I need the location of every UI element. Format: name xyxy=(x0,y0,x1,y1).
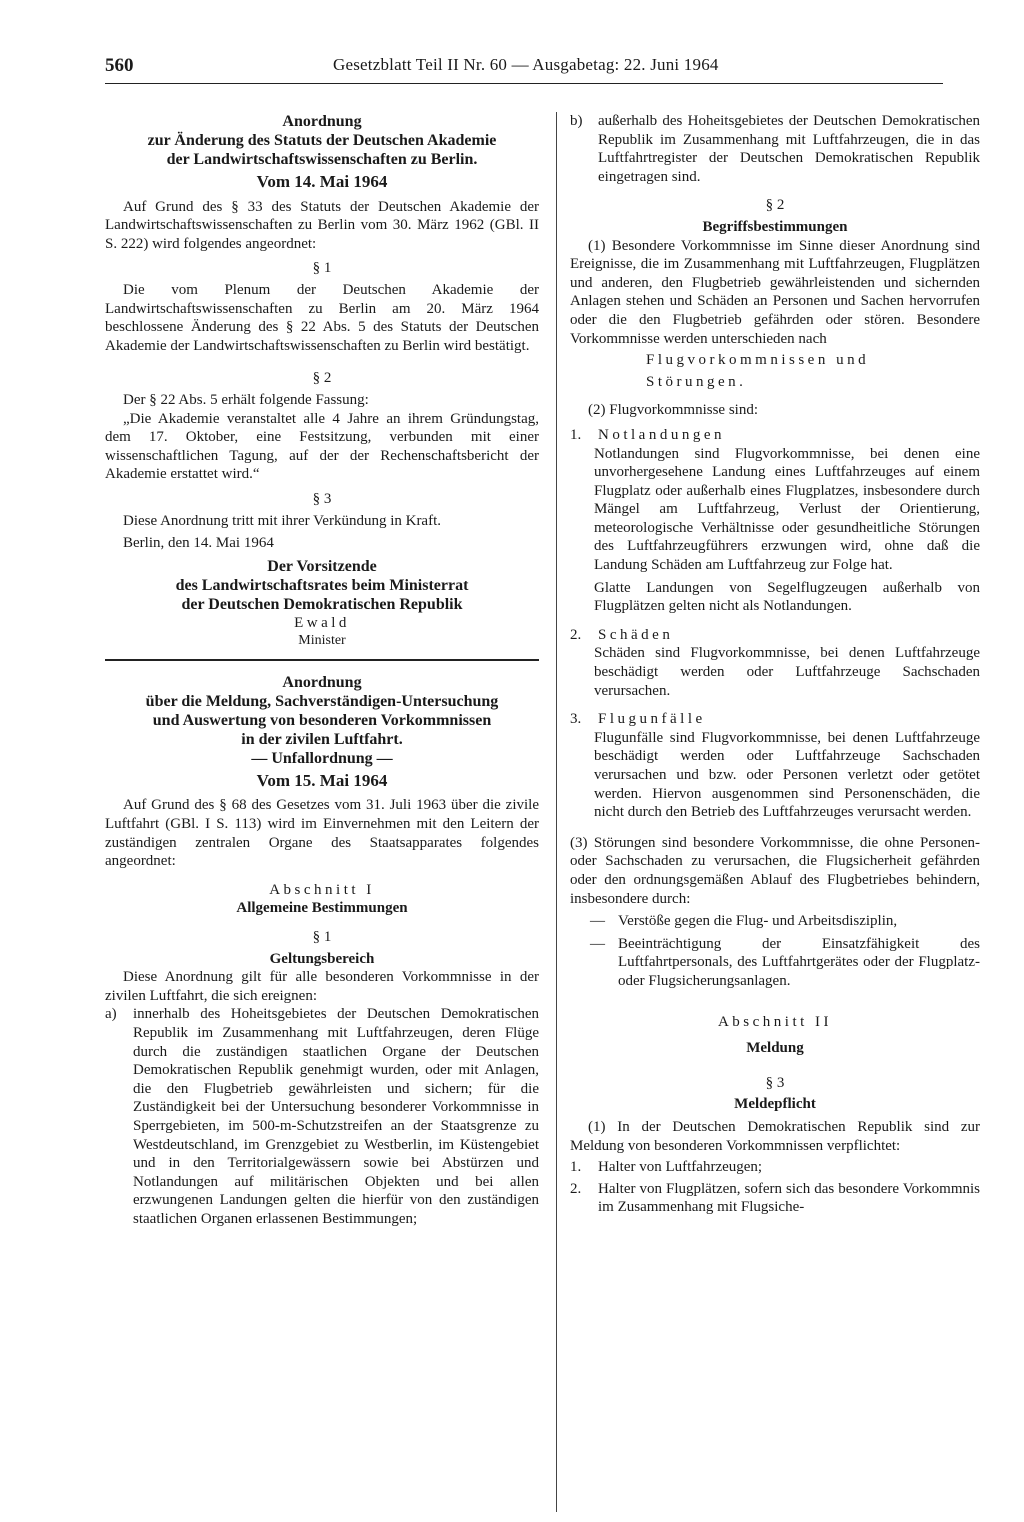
doc2-ab2-title: Meldung xyxy=(746,1040,804,1057)
column-divider xyxy=(556,112,557,1512)
doc2-s1-text: Diese Anordnung gilt für alle besonderen Vorkommnisse in der zivilen Luftfahrt, die sich ereignen: xyxy=(105,969,539,1004)
doc2-s1-title: Geltungsbereich xyxy=(269,950,375,967)
dash-text: Verstöße gegen die Flug- und Arbeitsdisziplin, xyxy=(618,913,898,930)
doc2-s2-p1-a: Flugvorkommnissen und xyxy=(646,352,870,369)
doc1-date: Vom 14. Mai 1964 xyxy=(256,172,388,191)
doc1-title-3: der Landwirtschaftswissenschaften zu Berlin. xyxy=(166,151,478,168)
doc2-s2-p3: (3) Störungen sind besondere Vorkommnisse, die ohne Personen- oder Sachschaden zu verursachen, die Flugsicherheit gefährden oder den ordnungsgemäßen Ablauf des Flugbetriebes behindern, insbesondere durch: xyxy=(570,834,980,907)
page-number: 560 xyxy=(105,55,134,76)
doc2-s1-item-b xyxy=(570,112,980,186)
left-column xyxy=(105,112,539,1229)
list-marker: 3. xyxy=(570,711,582,728)
doc1-title-2: zur Änderung des Statuts der Deutschen Akademie xyxy=(147,132,497,149)
list-marker: 1. xyxy=(570,426,582,443)
doc2-subtitle: — Unfallordnung — xyxy=(251,749,393,767)
doc2-s2-title: Begriffsbestimmungen xyxy=(702,218,848,235)
doc2-s3-p1: (1) In der Deutschen Demokratischen Republik sind zur Meldung von besonderen Vorkommnissen verpflichtet: xyxy=(570,1118,980,1154)
doc2-title-1: Anordnung xyxy=(282,673,362,691)
doc1-s2-head: § 2 xyxy=(312,370,332,387)
doc1-s1-head: § 1 xyxy=(312,260,332,277)
doc2-s2-n2 xyxy=(570,626,980,645)
list-text: innerhalb des Hoheitsgebietes der Deutschen Demokratischen Republik im Zusammenhang mit Luftfahrzeugen, deren Flüge durch die zuständigen staatlichen Organe der Deutschen Demokratischen Republik genehmigt wurden, oder mit Anlagen, die den Flugbetrieb gewährleisten und sichern; für die Zuständigkeit bei der Untersuchung besonderer Vorkommnisse in Sperrgebieten, im 500-m-Schutzstreifen an der Staatsgrenze zu Westdeutschland, im Grenzgebiet zu Westberlin, im Küstengebiet und in den Territorialgewässern sowie bei Abstürzen und Notlandungen auf militärischen Objekten und bei allen erzwungenen Landungen gelten die hierfür von den zuständigen staatlichen Organen erlassenen Bestimmungen; xyxy=(133,1006,539,1227)
doc1-place-date: Berlin, den 14. Mai 1964 xyxy=(123,535,274,552)
doc2-s2-n3-text: Flugunfälle sind Flugvorkommnisse, bei denen Luftfahrzeuge beschädigt werden oder Luftfahrzeuge Sachschaden verursachen und bzw. oder Personen verletzt oder getötet werden. Hiervon ausgenommen sind Personenschäden, die nicht durch den Betrieb des Luftfahrzeuges verursacht werden. xyxy=(594,729,980,821)
doc2-s3-n1 xyxy=(570,1158,980,1177)
doc2-title-4: in der zivilen Luftfahrt. xyxy=(241,730,403,748)
doc1-s1-text: Die vom Plenum der Deutschen Akademie der Landwirtschaftswissenschaften zu Berlin am 20. März 1964 beschlossene Änderung des § 22 Abs. 5 des Statuts der Deutschen Akademie der Landwirtschaftswissenschaften zu Berlin wird bestätigt. xyxy=(105,281,539,354)
doc2-ab2-head: Abschnitt II xyxy=(717,1013,833,1030)
list-text: Halter von Luftfahrzeugen; xyxy=(598,1159,763,1176)
doc2-ab1-head: Abschnitt I xyxy=(269,881,375,898)
dash-marker: — xyxy=(590,913,605,930)
doc2-s2-n1 xyxy=(570,426,980,445)
doc1-s2-quote: „Die Akademie veranstaltet alle 4 Jahre an ihrem Gründungstag, dem 17. Oktober, eine Festsitzung, verbunden mit einer wissenschaftlichen Tagung, auf der der Rechenschaftsbericht der Akademie erstattet wird.“ xyxy=(105,410,539,483)
doc2-s2-n2-text: Schäden sind Flugvorkommnisse, bei denen Luftfahrzeuge beschädigt werden oder Luftfahrzeuge Sachschaden verursachen. xyxy=(594,645,980,699)
list-text: Halter von Flugplätzen, sofern sich das besondere Vorkommnis im Zusammenhang mit Flugsiche- xyxy=(598,1180,980,1216)
doc2-s2-p1: (1) Besondere Vorkommnisse im Sinne dieser Anordnung sind Ereignisse, die im Zusammenhang mit Luftfahrzeugen, Flugplätzen und anderen, den Flugbetrieb gewährleistenden und sichernden Anlagen stehen und Schäden an Personen und Sachen hervorrufen oder die den Flugbetrieb gefährden oder stören. Besondere Vorkommnisse werden unterschieden nach xyxy=(570,237,980,347)
doc2-s2-d2 xyxy=(590,935,980,991)
list-marker: b) xyxy=(570,113,583,129)
doc2-title-2: über die Meldung, Sachverständigen-Untersuchung xyxy=(145,692,499,710)
doc1-intro: Auf Grund des § 33 des Statuts der Deutschen Akademie der Landwirtschaftswissenschaften zu Berlin vom 30. März 1962 (GBl. II S. 222) wird folgendes angeordnet: xyxy=(105,198,539,252)
doc2-s2-head: § 2 xyxy=(765,197,785,214)
doc1-s3-head: § 3 xyxy=(312,490,332,507)
doc2-s2-p2: (2) Flugvorkommnisse sind: xyxy=(588,402,759,419)
doc2-s2-n3 xyxy=(570,710,980,729)
doc2-s2-d1 xyxy=(590,912,980,931)
list-marker: 2. xyxy=(570,626,582,643)
doc2-s2-n1-text2: Glatte Landungen von Segelflugzeugen außerhalb von Flugplätzen gelten nicht als Notlandungen. xyxy=(594,579,980,615)
doc2-title-3: und Auswertung von besonderen Vorkommnissen xyxy=(152,711,492,729)
doc2-s3-head: § 3 xyxy=(765,1074,785,1091)
doc2-s3-n2 xyxy=(570,1180,980,1217)
dash-marker: — xyxy=(590,935,605,952)
page-header xyxy=(105,55,943,84)
right-column xyxy=(570,112,980,1217)
doc2-s1-item-a xyxy=(105,1005,539,1228)
doc1-s2-text: Der § 22 Abs. 5 erhält folgende Fassung: xyxy=(123,391,369,408)
doc2-s2-n1-text: Notlandungen sind Flugvorkommnisse, bei denen eine unvorhergesehene Landung eines Luftfahrzeuges auf einem Flugplatz oder außerhalb eines Flugplatzes, insbesondere durch Mängel am Luftfahrzeug, Verlust der Orientierung, meteorologische Verhältnisse oder gesundheitliche Störungen des Luftfahrzeugführers erzwungen wird, ohne daß die Landung Schäden am Luftfahrzeug zur Folge hat. xyxy=(594,445,980,574)
doc1-sign-3: der Deutschen Demokratischen Republik xyxy=(181,595,463,613)
list-heading: Notlandungen xyxy=(598,426,725,443)
doc1-sign-2: des Landwirtschaftsrates beim Ministerrat xyxy=(175,576,469,594)
doc2-s2-p1-b: Störungen. xyxy=(646,373,747,390)
doc2-ab1-title: Allgemeine Bestimmungen xyxy=(236,900,408,917)
list-text: außerhalb des Hoheitsgebietes der Deutschen Demokratischen Republik im Zusammenhang mit Luftfahrzeugen, die in das Luftfahrtregister der Deutschen Demokratischen Republik eingetragen sind. xyxy=(598,113,980,185)
list-marker: 2. xyxy=(570,1180,582,1197)
doc1-title-1: Anordnung xyxy=(282,113,362,130)
section-divider xyxy=(105,659,539,661)
list-heading: Schäden xyxy=(598,626,674,643)
doc2-s3-title: Meldepflicht xyxy=(734,1096,816,1113)
doc1-sign-name: Ewald xyxy=(294,614,350,631)
doc2-date: Vom 15. Mai 1964 xyxy=(256,770,388,790)
doc1-s3-text: Diese Anordnung tritt mit ihrer Verkündung in Kraft. xyxy=(123,512,442,529)
doc1-sign-1: Der Vorsitzende xyxy=(267,557,377,575)
doc2-intro: Auf Grund des § 68 des Gesetzes vom 31. Juli 1963 über die zivile Luftfahrt (GBl. I S. 113) wird im Einvernehmen mit den Leitern der zuständigen zentralen Organe des Staatsapparates folgendes angeordnet: xyxy=(105,797,539,870)
doc1-sign-role: Minister xyxy=(298,633,346,649)
list-marker: a) xyxy=(105,1006,117,1023)
list-heading: Flugunfälle xyxy=(598,711,706,728)
running-head: Gesetzblatt Teil II Nr. 60 — Ausgabetag: 22. Juni 1964 xyxy=(333,55,719,74)
list-marker: 1. xyxy=(570,1159,582,1176)
doc2-s1-head: § 1 xyxy=(312,929,332,946)
dash-text: Beeinträchtigung der Einsatzfähigkeit des Luftfahrtpersonals, des Luftfahrtgerätes oder der Flugplatz- oder Flugsicherungsanlagen. xyxy=(618,935,980,989)
